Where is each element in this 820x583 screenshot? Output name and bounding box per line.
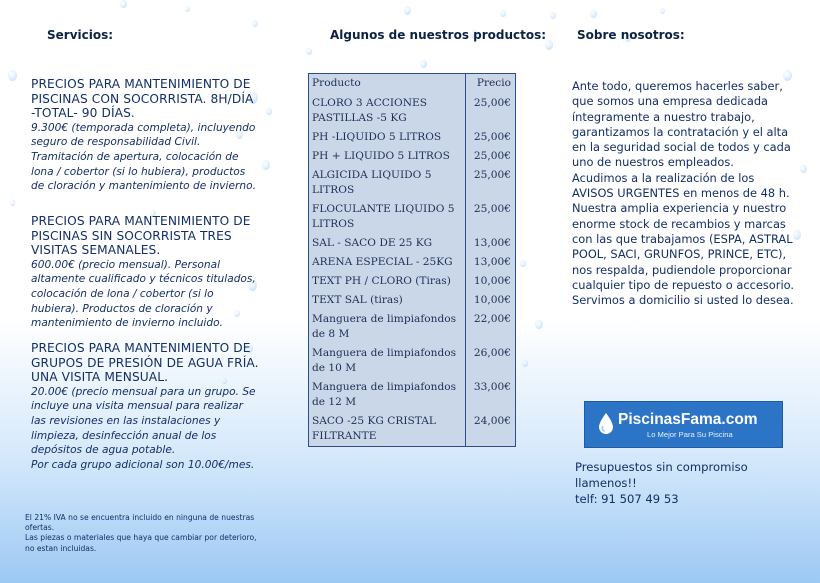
table-row [309, 310, 516, 344]
table-row [309, 94, 516, 128]
water-drop-icon [597, 412, 615, 436]
product-name: SAL - SACO DE 25 KG [312, 237, 433, 249]
table-row [309, 272, 516, 291]
table-row [309, 412, 516, 447]
product-price: 25,00€ [466, 200, 516, 234]
service-block-grupos-presion [31, 341, 261, 472]
product-price: 26,00€ [466, 344, 516, 378]
service-block-socorrista [31, 77, 261, 194]
product-price: 25,00€ [466, 166, 516, 200]
service-detail: 9.300€ (temporada completa), incluyendo seguro de responsabilidad Civil. Tramitación de apertura, colocación de lona / cobertor (si lo hubiera), productos de cloración y mantenimiento de invierno. [31, 121, 256, 193]
product-price: 33,00€ [466, 378, 516, 412]
table-row [309, 200, 516, 234]
product-name: TEXT SAL (tiras) [312, 294, 403, 306]
product-price: 25,00€ [466, 147, 516, 166]
note-iva: El 21% IVA no se encuentra incluido en ninguna de nuestras ofertas. [25, 513, 255, 533]
product-name: SACO -25 KG CRISTAL FILTRANTE [312, 415, 436, 442]
about-paragraph: Acudimos a la realización de los AVISOS URGENTES en menos de 48 h. [572, 170, 790, 201]
product-name: TEXT PH / CLORO (Tiras) [312, 275, 451, 287]
table-row [309, 344, 516, 378]
logo-name: PiscinasFama.com [618, 411, 758, 428]
product-price: 13,00€ [466, 253, 516, 272]
heading-sobre-nosotros: Sobre nosotros: [577, 28, 685, 42]
contact-line: Presupuestos sin compromiso llamenos!! [575, 460, 748, 490]
about-text [572, 79, 798, 308]
service-title: PRECIOS PARA MANTENIMIENTO DE PISCINAS SIN SOCORRISTA TRES VISITAS SEMANALES. [31, 214, 251, 258]
product-price: 25,00€ [466, 94, 516, 128]
service-detail: 600.00€ (precio mensual). Personal altamente cualificado y técnicos titulados, colocación de lona / cobertor (si lo hubiera). Productos de cloración y mantenimiento de invierno incluido. [31, 258, 256, 330]
product-price: 10,00€ [466, 272, 516, 291]
service-detail: 20.00€ (precio mensual para un grupo. Se incluye una visita mensual para realizar las revisiones en las instalaciones y limpieza, desinfección anual de los depósitos de agua potable. [31, 385, 256, 457]
column-header-product: Producto [312, 77, 361, 89]
product-name: CLORO 3 ACCIONES PASTILLAS -5 KG [312, 97, 427, 124]
table-row [309, 147, 516, 166]
logo-tagline: Lo Mejor Para Su Piscina [647, 430, 733, 439]
product-name: FLOCULANTE LIQUIDO 5 LITROS [312, 203, 455, 230]
table-row [309, 128, 516, 147]
heading-servicios: Servicios: [47, 28, 114, 42]
product-price: 10,00€ [466, 291, 516, 310]
product-price: 25,00€ [466, 128, 516, 147]
service-extra: Por cada grupo adicional son 10.00€/mes. [31, 458, 255, 471]
about-paragraph: Ante todo, queremos hacerles saber, que somos una empresa dedicada íntegramente a nuestro trabajo, garantizamos la contratación y el alta en la seguridad social de todos y cada uno de nuestros empleados. [572, 79, 791, 170]
product-name: Manguera de limpiafondos de 8 M [312, 313, 457, 340]
service-block-sin-socorrista [31, 214, 261, 331]
product-name: Manguera de limpiafondos de 10 M [312, 347, 457, 374]
piscinasfama-logo[interactable] [584, 401, 783, 448]
product-name: ARENA ESPECIAL - 25KG [312, 256, 453, 268]
tax-notes [25, 513, 265, 554]
products-table [308, 73, 516, 447]
service-title: PRECIOS PARA MANTENIMIENTO DE PISCINAS CON SOCORRISTA. 8H/DÍA -TOTAL- 90 DÍAS. [31, 77, 254, 121]
product-name: PH -LIQUIDO 5 LITROS [312, 131, 442, 143]
table-row [309, 234, 516, 253]
table-row [309, 166, 516, 200]
product-price: 22,00€ [466, 310, 516, 344]
product-name: PH + LIQUIDO 5 LITROS [312, 150, 450, 162]
product-price: 13,00€ [466, 234, 516, 253]
heading-productos: Algunos de nuestros productos: [330, 28, 547, 42]
about-paragraph: Nuestra amplia experiencia y nuestro enorme stock de recambios y marcas con las que trabajamos (ESPA, ASTRAL POOL, SACI, GRUNFOS, PRINCE, ETC), nos respalda, pudiendole proporcionar cualquier tipo de repuesto o accesorio. [572, 201, 794, 292]
product-price: 24,00€ [466, 412, 516, 447]
contact-info [575, 459, 805, 507]
service-title: PRECIOS PARA MANTENIMIENTO DE GRUPOS DE PRESIÓN DE AGUA FRÍA. UNA VISITA MENSUAL. [31, 341, 259, 385]
table-header-row [309, 74, 516, 95]
contact-phone: telf: 91 507 49 53 [575, 492, 679, 506]
column-header-price: Precio [466, 74, 516, 95]
about-paragraph: Servimos a domicilio si usted lo desea. [572, 293, 794, 308]
table-row [309, 378, 516, 412]
note-piezas: Las piezas o materiales que haya que cambiar por deterioro, no estan incluidas. [25, 533, 257, 553]
product-name: ALGICIDA LIQUIDO 5 LITROS [312, 169, 432, 196]
product-name: Manguera de limpiafondos de 12 M [312, 381, 457, 408]
table-row [309, 253, 516, 272]
table-row [309, 291, 516, 310]
